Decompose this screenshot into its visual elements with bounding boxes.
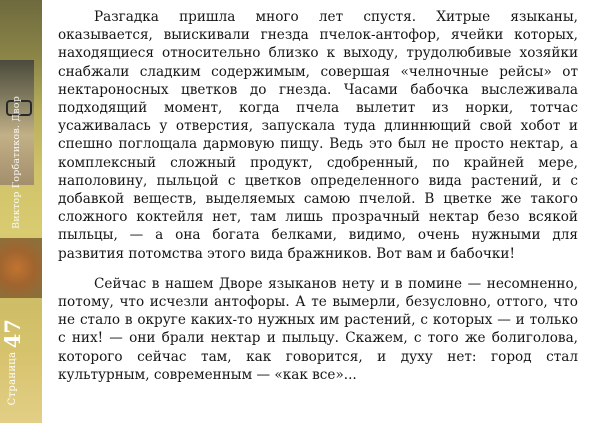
page-number: 47 <box>0 318 25 348</box>
page-label: Страница <box>7 347 18 405</box>
paragraph: Разгадка пришла много лет спустя. Хитрые языканы, оказывается, выискивали гнезда пчелок-антофор, ячейки которых, находящиеся относительно близко к выходу, трудолюбивые хозяйки снабжали сладким содержимым, совершая «челночные рейсы» от нектароносных цветков до гнезда. Часами бабочка выслеживала подходящий момент, когда пчела вылетит из норки, тотчас усаживалась у отверстия, запускала туда длиннющий свой хобот и спешно поглощала дармовую пищу. Ведь это был не просто нектар, а комплексный сложный продукт, сдобренный, по крайней мере, наполовину, пыльцой с цветков определенного вида растений, и с добавкой веществ, выделяемых самою пчелой. В цветке же такого сложного коктейля нет, там лишь прозрачный нектар безо всякой пыльцы, — а она богата белками, видимо, очень нужными для развития потомства этого вида бражников. Вот вам и бабочки! <box>58 9 578 262</box>
author-title: Виктор Горбатиков. Двор <box>11 96 22 229</box>
article-text <box>58 8 578 384</box>
side-strip <box>0 0 42 423</box>
paragraph: Сейчас в нашем Дворе языканов нету и в помине — несомненно, потому, что исчезли антофоры. А те вымерли, безусловно, оттого, что не стало в округе каких-то нужных им растений, с которых — и только с них! — они брали нектар и пыльцу. Скажем, с того же болиголова, которого сейчас там, как говорится, и духу нет: город стал культурным, современным — «как все»... <box>58 275 578 383</box>
decorative-photo <box>0 238 42 298</box>
page-indicator <box>2 319 23 405</box>
